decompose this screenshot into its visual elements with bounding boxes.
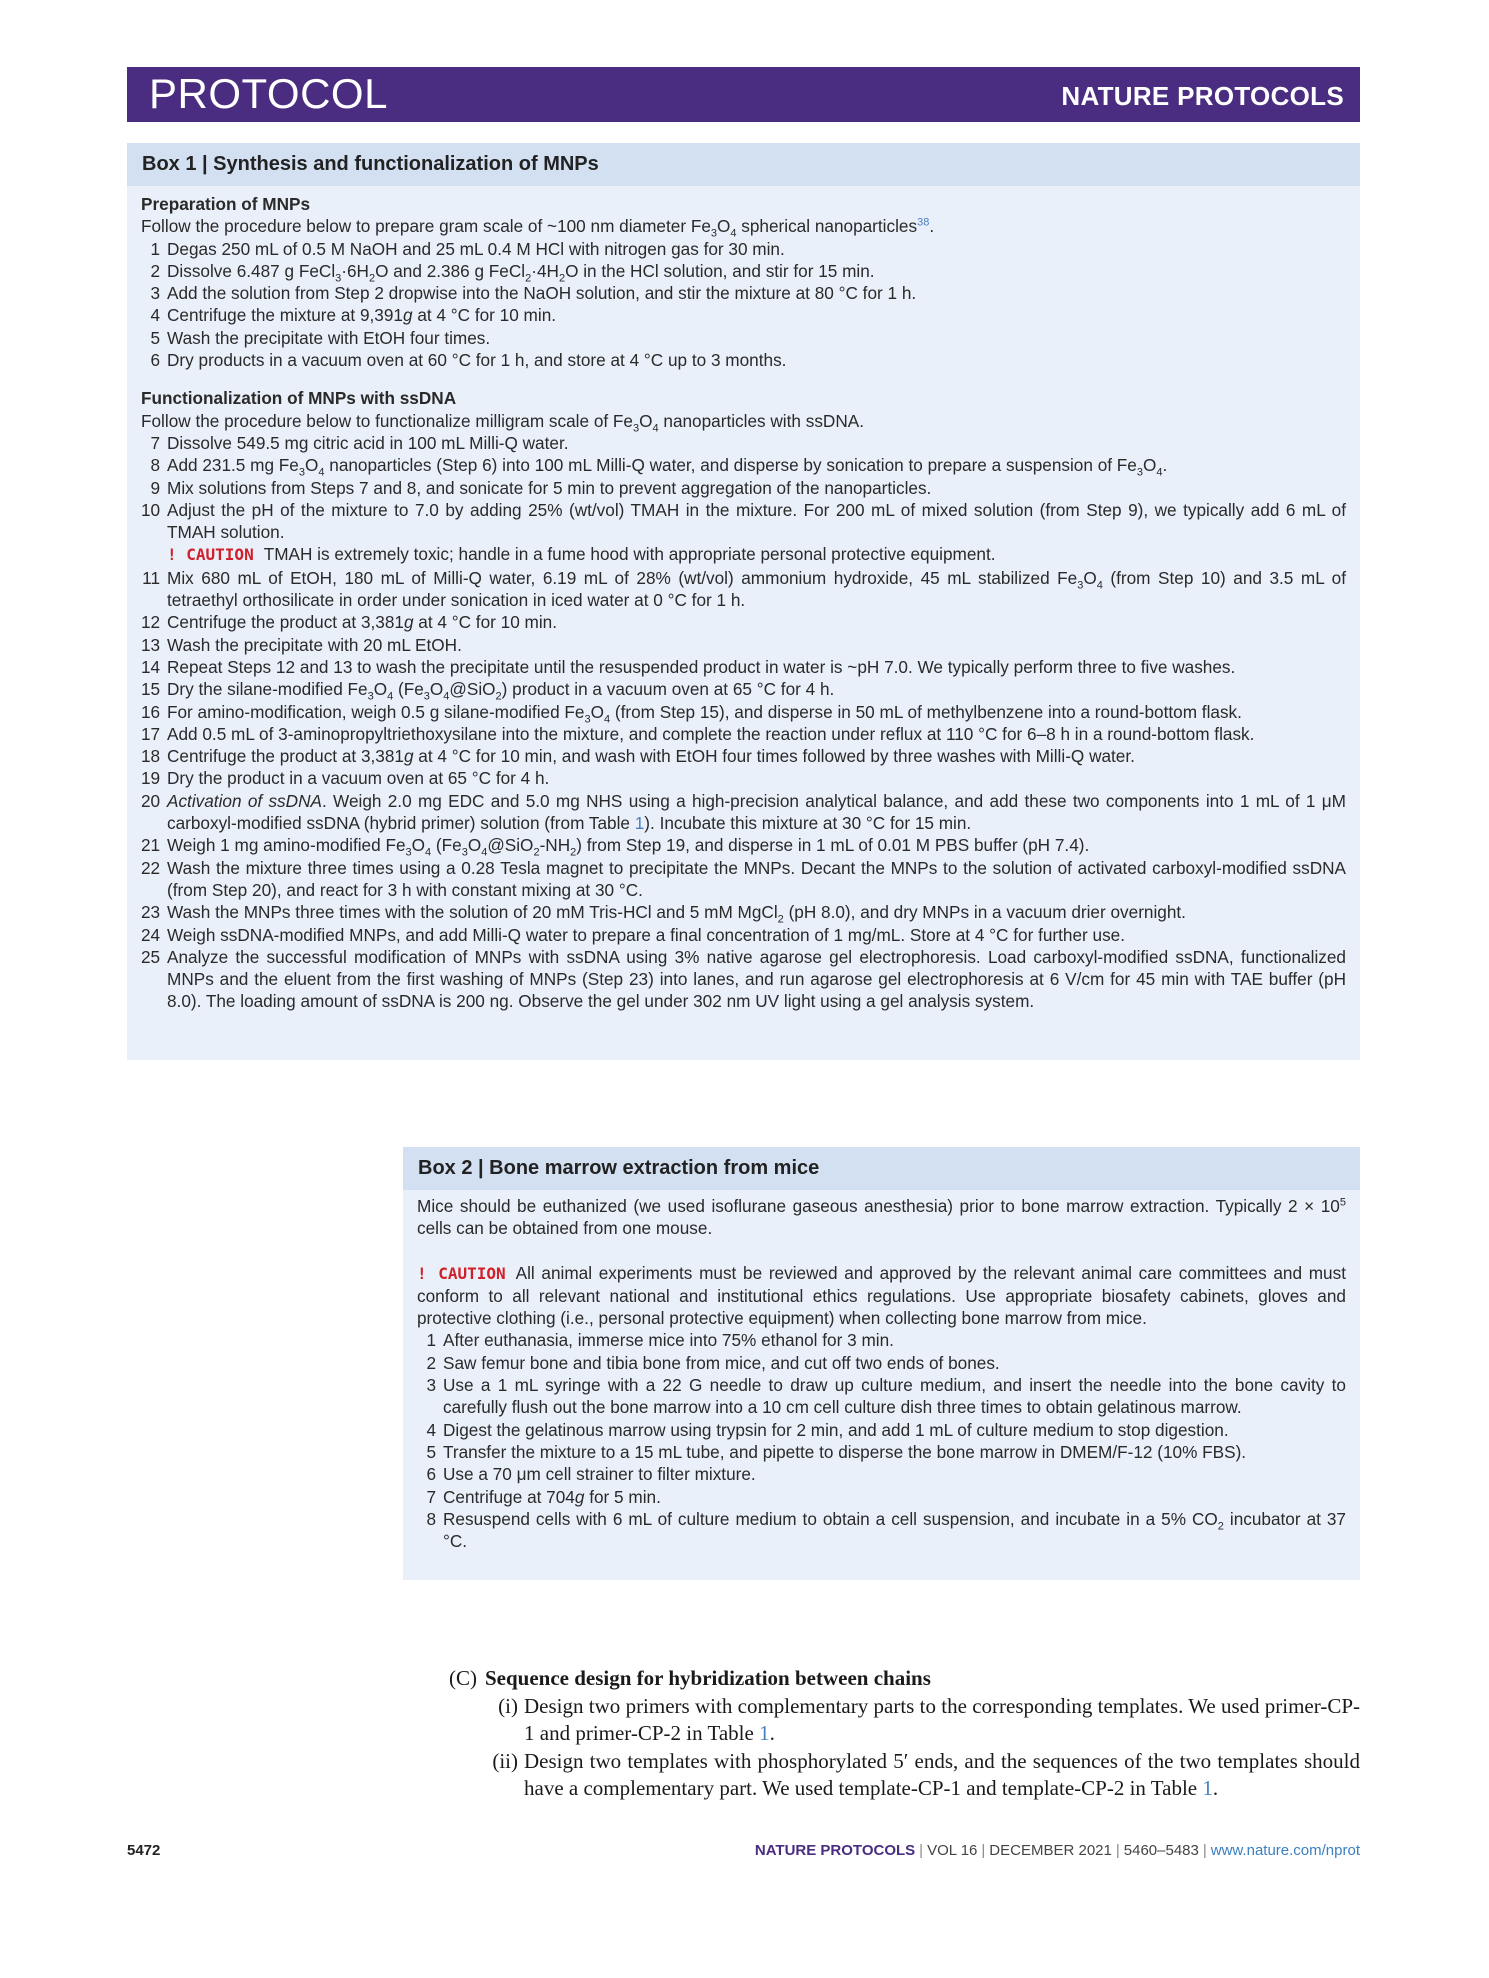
box-2-intro: Mice should be euthanized (we used isoflurane gaseous anesthesia) prior to bone marrow extraction. Typically $2 \times 10^5$ cells can be obtained from one mouse.	[417, 1196, 1346, 1239]
box-2-step: 4 Digest the gelatinous marrow using trypsin for 2 min, and add 1 mL of culture medium to stop digestion.	[426, 1419, 1229, 1440]
table-1-link[interactable]: 1	[1202, 1776, 1213, 1800]
box-1-step: 13 Wash the precipitate with 20 mL EtOH.	[141, 634, 462, 655]
box-2	[403, 1147, 1360, 1580]
box-1-step: 2 Dissolve 6.487 g $FeCl_3\cdot 6H_2O$ and 2.386 g $FeCl_2\cdot 4H_2O$ in the HCl solution, and stir for 15 min.	[150, 260, 875, 285]
section-c-item: (ii) Design two templates with phosphorylated 5′ ends, and the sequences of the two templates should have a complementary part. We used template-CP-1 and template-CP-2 in Table 1.	[492, 1748, 1360, 1800]
caution-label: ! CAUTION	[417, 1263, 506, 1283]
section-c	[449, 1665, 1360, 1803]
box-1-step: 12 Centrifuge the product at 3,381g at 4 °C for 10 min.	[141, 612, 558, 633]
box-1-content	[127, 186, 1360, 1013]
box-1-step: 24 Weigh ssDNA-modified MNPs, and add Milli-Q water to prepare a final concentration of 1 mg/mL. Store at 4 °C for further use.	[141, 924, 1126, 945]
box-1-step: 11 Mix 680 mL of EtOH, 180 mL of Milli-Q water, 6.19 mL of 28% (wt/vol) ammonium hydroxide, 45 mL stabilized $Fe_3O_4$ (from Step 10) and 3.5 mL of tetraethyl orthosilicate in order under sonication in iced water at 0 °C for 1 h.	[142, 567, 1346, 611]
box-2-step: 3 Use a 1 mL syringe with a 22 G needle to draw up culture medium, and insert the needle into the bone cavity to carefully flush out the bone marrow into a 10 cm cell culture dish three times to obtain gelatinous marrow.	[426, 1375, 1346, 1418]
box-1-step: 7 Dissolve 549.5 mg citric acid in 100 mL Milli-Q water.	[150, 432, 569, 453]
box-1-step: 3 Add the solution from Step 2 dropwise into the NaOH solution, and stir the mixture at 80 °C for 1 h.	[150, 283, 917, 304]
box-1-step: 6 Dry products in a vacuum oven at 60 °C for 1 h, and store at 4 °C up to 3 months.	[150, 350, 787, 371]
section-c-heading: (C) Sequence design for hybridization between chains	[449, 1666, 931, 1690]
page-number: 5472	[127, 1842, 161, 1859]
box-1-step: 22 Wash the mixture three times using a 0.28 Tesla magnet to precipitate the MNPs. Decant the MNPs to the solution of activated carboxyl-modified ssDNA (from Step 20), and react for 3 h with constant mixing at 30 °C.	[141, 857, 1346, 900]
box-1-step: 25 Analyze the successful modification of MNPs with ssDNA using 3% native agarose gel electrophoresis. Load carboxyl-modified ssDNA, functionalized MNPs and the eluent from the first washing of MNPs (Step 23) into lanes, and run agarose gel electrophoresis at 6 V/cm for 45 min with TAE buffer (pH 8.0). The loading amount of ssDNA is 200 ng. Observe the gel under 302 nm UV light using a gel analysis system.	[141, 946, 1346, 1012]
header-protocol-label: PROTOCOL	[149, 70, 388, 117]
table-1-link[interactable]: 1	[759, 1721, 770, 1745]
box-2-caution: ! CAUTION All animal experiments must be reviewed and approved by the relevant animal care committees and must conform to all relevant national and institutional ethics regulations. Use appropriate biosafety cabinets, gloves and protective clothing (i.e., personal protective equipment) when collecting bone marrow from mice.	[417, 1262, 1346, 1329]
box-1-step: 9 Mix solutions from Steps 7 and 8, and sonicate for 5 min to prevent aggregation of the nanoparticles.	[150, 477, 932, 498]
box-2-content	[403, 1190, 1360, 1552]
box-2-title: Box 2 | Bone marrow extraction from mice	[403, 1147, 1360, 1190]
page-header	[127, 67, 1360, 122]
box-1-step: 19 Dry the product in a vacuum oven at 65 °C for 4 h.	[141, 768, 550, 789]
box-1-step: 16 For amino-modification, weigh 0.5 g silane-modified $Fe_3O_4$ (from Step 15), and disperse in 50 mL of methylbenzene into a round-bottom flask.	[141, 701, 1242, 725]
box-1	[127, 143, 1360, 1060]
box-1-step: 21 Weigh 1 mg amino-modified $Fe_3O_4$ $(Fe_3O_4@SiO_2-NH_2)$ from Step 19, and disperse in 1 mL of 0.01 M PBS buffer (pH 7.4).	[141, 835, 1090, 859]
section-c-item: (i) Design two primers with complementary parts to the corresponding templates. We used primer-CP-1 and primer-CP-2 in Table 1.	[498, 1693, 1360, 1745]
box-1-subheading-functionalization: Functionalization of MNPs with ssDNA	[141, 388, 457, 409]
box-2-step: 1 After euthanasia, immerse mice into 75% ethanol for 3 min.	[426, 1330, 894, 1351]
box-1-step: 18 Centrifuge the product at 3,381g at 4 °C for 10 min, and wash with EtOH four times followed by three washes with Milli-Q water.	[141, 746, 1135, 767]
box-1-step: 15 Dry the silane-modified $Fe_3O_4$ $(Fe_3O_4@SiO_2)$ product in a vacuum oven at 65 °C for 4 h.	[141, 679, 835, 703]
box-1-intro-functionalization: Follow the procedure below to functionalize milligram scale of $Fe_3O_4$ nanoparticles with ssDNA.	[141, 410, 864, 435]
box-2-step: 6 Use a 70 μm cell strainer to filter mixture.	[426, 1464, 756, 1485]
box-1-subheading-preparation: Preparation of MNPs	[141, 194, 311, 214]
box-1-step: 20 Activation of ssDNA. Weigh 2.0 mg EDC and 5.0 mg NHS using a high-precision analytical balance, and add these two components into 1 mL of 1 μM carboxyl-modified ssDNA (hybrid primer) solution (from Table 1). Incubate this mixture at 30 °C for 15 min.	[141, 790, 1346, 834]
box-1-intro-preparation: Follow the procedure below to prepare gram scale of ~100 nm diameter $Fe_3O_4$ spherical nanoparticles$^{38}$.	[141, 216, 935, 240]
table-1-link[interactable]: 1	[634, 813, 645, 834]
box-1-step: 10 Adjust the pH of the mixture to 7.0 by adding 25% (wt/vol) TMAH in the mixture. For 200 mL of mixed solution (from Step 9), we typically add 6 mL of TMAH solution.	[141, 499, 1346, 543]
box-1-caution: ! CAUTION TMAH is extremely toxic; handle in a fume hood with appropriate personal protective equipment.	[167, 544, 996, 565]
box-1-title: Box 1 | Synthesis and functionalization of MNPs	[127, 143, 1360, 186]
box-1-step: 14 Repeat Steps 12 and 13 to wash the precipitate until the resuspended product in water is ~pH 7.0. We typically perform three to five washes.	[141, 656, 1236, 677]
box-2-step: 7 Centrifuge at 704g for 5 min.	[426, 1486, 661, 1507]
journal-url-link[interactable]: www.nature.com/nprot	[1210, 1842, 1360, 1859]
caution-label: ! CAUTION	[167, 545, 254, 565]
reference-38[interactable]: 38	[917, 216, 930, 229]
journal-citation: NATURE PROTOCOLS | VOL 16 | DECEMBER 2021 | 5460–5483 | www.nature.com/nprot	[754, 1842, 1360, 1859]
box-1-step: 4 Centrifuge the mixture at 9,391g at 4 °C for 10 min.	[150, 305, 557, 326]
box-1-step: 8 Add 231.5 mg $Fe_3O_4$ nanoparticles (Step 6) into 100 mL Milli-Q water, and disperse by sonication to prepare a suspension of $Fe_3O_4$.	[150, 455, 1168, 479]
box-1-step: 5 Wash the precipitate with EtOH four times.	[150, 327, 491, 348]
box-1-step: 1 Degas 250 mL of 0.5 M NaOH and 25 mL 0.4 M HCl with nitrogen gas for 30 min.	[150, 238, 785, 259]
box-2-step: 8 Resuspend cells with 6 mL of culture medium to obtain a cell suspension, and incubate in a 5% $CO_2$ incubator at 37 °C.	[426, 1508, 1346, 1552]
box-1-step: 23 Wash the MNPs three times with the solution of 20 mM Tris-HCl and 5 mM MgCl$_2$ (pH 8.0), and dry MNPs in a vacuum drier overnight.	[141, 902, 1186, 926]
box-2-step: 5 Transfer the mixture to a 15 mL tube, and pipette to disperse the bone marrow in DMEM/F-12 (10% FBS).	[426, 1441, 1247, 1462]
box-1-step: 17 Add 0.5 mL of 3-aminopropyltriethoxysilane into the mixture, and complete the reaction under reflux at 110 °C for 6–8 h in a round-bottom flask.	[141, 723, 1255, 744]
header-journal-name: NATURE PROTOCOLS	[1061, 81, 1344, 111]
box-2-step: 2 Saw femur bone and tibia bone from mice, and cut off two ends of bones.	[426, 1352, 1000, 1373]
